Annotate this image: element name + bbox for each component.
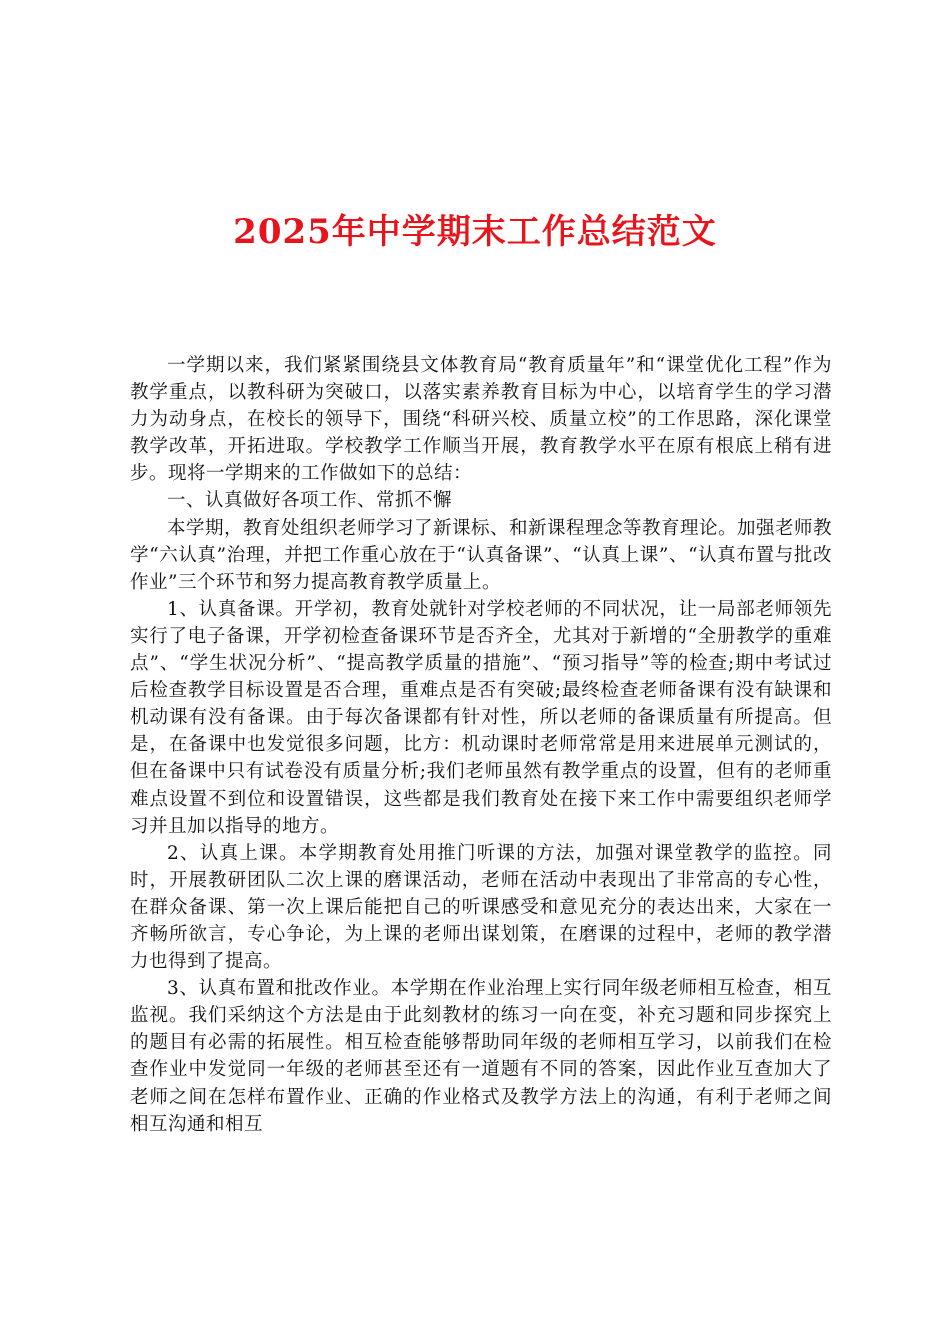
paragraph-lesson-prep: 1、认真备课。开学初，教育处就针对学校老师的不同状况，让一局部老师领先实行了电子备课，开学初检查备课环节是否齐全，尤其对于新增的“全册教学的重难点”、“学生状况分析”、“提高教学质量的措施”、“预习指导”等的检查;期中考试过后检查教学目标设置是否合理，重难点是否有突破;最终检查老师备课有没有缺课和机动课有没有备课。由于每次备课都有针对性，所以老师的备课质量有所提高。但是，在备课中也发觉很多问题，比方：机动课时老师常常是用来进展单元测试的，但在备课中只有试卷没有质量分析;我们老师虽然有教学重点的设置，但有的老师重难点设置不到位和设置错误，这些都是我们教育处在接下来工作中需要组织老师学习并且加以指导的地方。	[130, 598, 832, 837]
paragraph-section-1: 本学期，教育处组织老师学习了新课标、和新课程理念等教育理论。加强老师教学“六认真”治理，并把工作重心放在于“认真备课”、“认真上课”、“认真布置与批改作业”三个环节和努力提高教育教学质量上。	[130, 517, 833, 593]
paragraph-intro: 一学期以来，我们紧紧围绕县文体教育局“教育质量年”和“课堂优化工程”作为教学重点，以教科研为突破口，以落实素养教育目标为中心，以培育学生的学习潜力为动身点，在校长的领导下，围绕“科研兴校、质量立校”的工作思路，深化课堂教学改革，开拓进取。学校教学工作顺当开展，教育教学水平在原有根底上稍有进步。现将一学期来的工作做如下的总结：	[130, 355, 832, 485]
section-heading-1: 一、认真做好各项工作、常抓不懈	[167, 490, 453, 512]
paragraph-teaching: 2、认真上课。本学期教育处用推门听课的方法，加强对课堂教学的监控。同时，开展教研团队二次上课的磨课活动，老师在活动中表现出了非常高的专心性，在群众备课、第一次上课后能把自己的听课感受和意见充分的表达出来，大家在一齐畅所欲言，专心争论，为上课的老师出谋划策，在磨课的过程中，老师的教学潜力也得到了提高。	[130, 842, 832, 973]
paragraph-homework: 3、认真布置和批改作业。本学期在作业治理上实行同年级老师相互检查，相互监视。我们采纳这个方法是由于此刻教材的练习一向在变，补充习题和同步探究上的题目有必需的拓展性。相互检查能够帮助同年级的老师相互学习，以前我们在检查作业中发觉同一年级的老师甚至还有一道题有不同的答案，因此作业互查加大了老师之间在怎样布置作业、正确的作业格式及教学方法上的沟通，有利于老师之间相互沟通和相互	[130, 978, 832, 1135]
document-body	[130, 352, 832, 1138]
document-title: 2025年中学期末工作总结范文	[233, 212, 717, 252]
